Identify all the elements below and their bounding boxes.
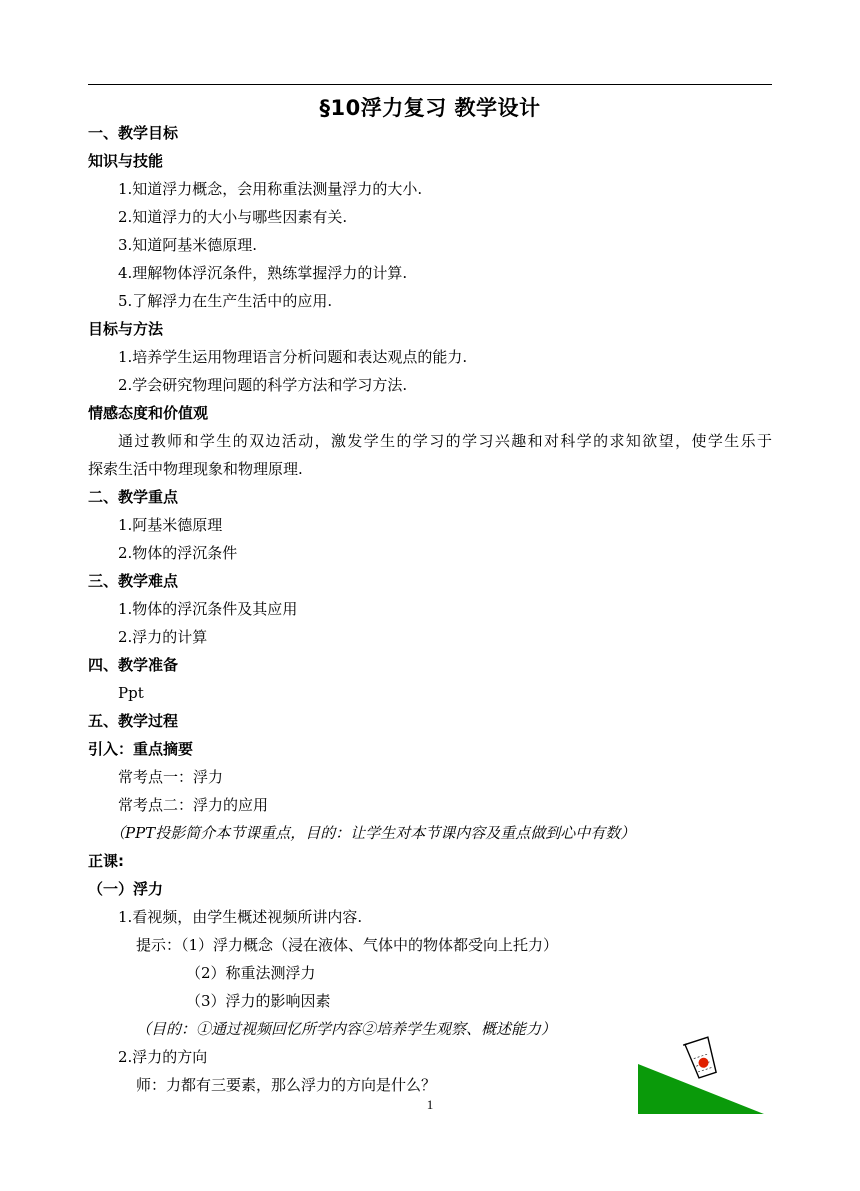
- teacher-question: 师：力都有三要素，那么浮力的方向是什么？: [136, 1076, 437, 1094]
- key-point-item: 1.阿基米德原理: [118, 516, 223, 534]
- intro-heading: 引入：重点摘要: [88, 740, 194, 758]
- intro-item: 常考点一：浮力: [118, 768, 224, 786]
- header-rule: [88, 84, 772, 85]
- key-point-item: 2.物体的浮沉条件: [118, 544, 238, 562]
- emotion-paragraph-line2: 探索生活中物理现象和物理原理.: [88, 460, 303, 478]
- method-item: 2.学会研究物理问题的科学方法和学习方法.: [118, 376, 408, 394]
- main-lesson-heading: 正课:: [88, 852, 124, 870]
- knowledge-item: 1.知道浮力概念，会用称重法测量浮力的大小.: [118, 180, 423, 198]
- knowledge-item: 3.知道阿基米德原理.: [118, 236, 258, 254]
- step-item: 1.看视频，由学生概述视频所讲内容.: [118, 908, 363, 926]
- subheading-method: 目标与方法: [88, 320, 164, 338]
- purpose-note: （目的：①通过视频回忆所学内容②培养学生观察、概述能力）: [136, 1020, 557, 1038]
- section-heading-key-points: 二、教学重点: [88, 488, 179, 506]
- section-heading-process: 五、教学过程: [88, 712, 179, 730]
- difficulty-item: 1.物体的浮沉条件及其应用: [118, 600, 298, 618]
- section-heading-goals: 一、教学目标: [88, 124, 179, 142]
- hint-line: 提示：（1）浮力概念（浸在液体、气体中的物体都受向上托力）: [136, 936, 559, 954]
- section-heading-preparation: 四、教学准备: [88, 656, 179, 674]
- knowledge-item: 5.了解浮力在生产生活中的应用.: [118, 292, 333, 310]
- knowledge-item: 2.知道浮力的大小与哪些因素有关.: [118, 208, 348, 226]
- hint-line: （2）称重法测浮力: [186, 964, 316, 982]
- hint-line: （3）浮力的影响因素: [186, 992, 331, 1010]
- difficulty-item: 2.浮力的计算: [118, 628, 208, 646]
- intro-item: 常考点二：浮力的应用: [118, 796, 269, 814]
- emotion-paragraph-line1: 通过教师和学生的双边活动，激发学生的学习的学习兴趣和对科学的求知欲望，使学生乐于: [118, 432, 772, 450]
- section-heading-difficulties: 三、教学难点: [88, 572, 179, 590]
- step-item: 2.浮力的方向: [118, 1048, 208, 1066]
- beaker-icon: [683, 1037, 719, 1079]
- knowledge-item: 4.理解物体浮沉条件，熟练掌握浮力的计算.: [118, 264, 408, 282]
- page-number: 1: [426, 1097, 434, 1112]
- page-title: §10浮力复习 教学设计: [319, 96, 541, 120]
- subheading-knowledge: 知识与技能: [88, 152, 164, 170]
- subsection-heading-buoyancy: （一）浮力: [88, 880, 164, 898]
- preparation-item: Ppt: [118, 684, 144, 702]
- subheading-emotion: 情感态度和价值观: [88, 404, 209, 422]
- method-item: 1.培养学生运用物理语言分析问题和表达观点的能力.: [118, 348, 468, 366]
- intro-note: （PPT投影简介本节课重点，目的：让学生对本节课内容及重点做到心中有数）: [110, 824, 636, 842]
